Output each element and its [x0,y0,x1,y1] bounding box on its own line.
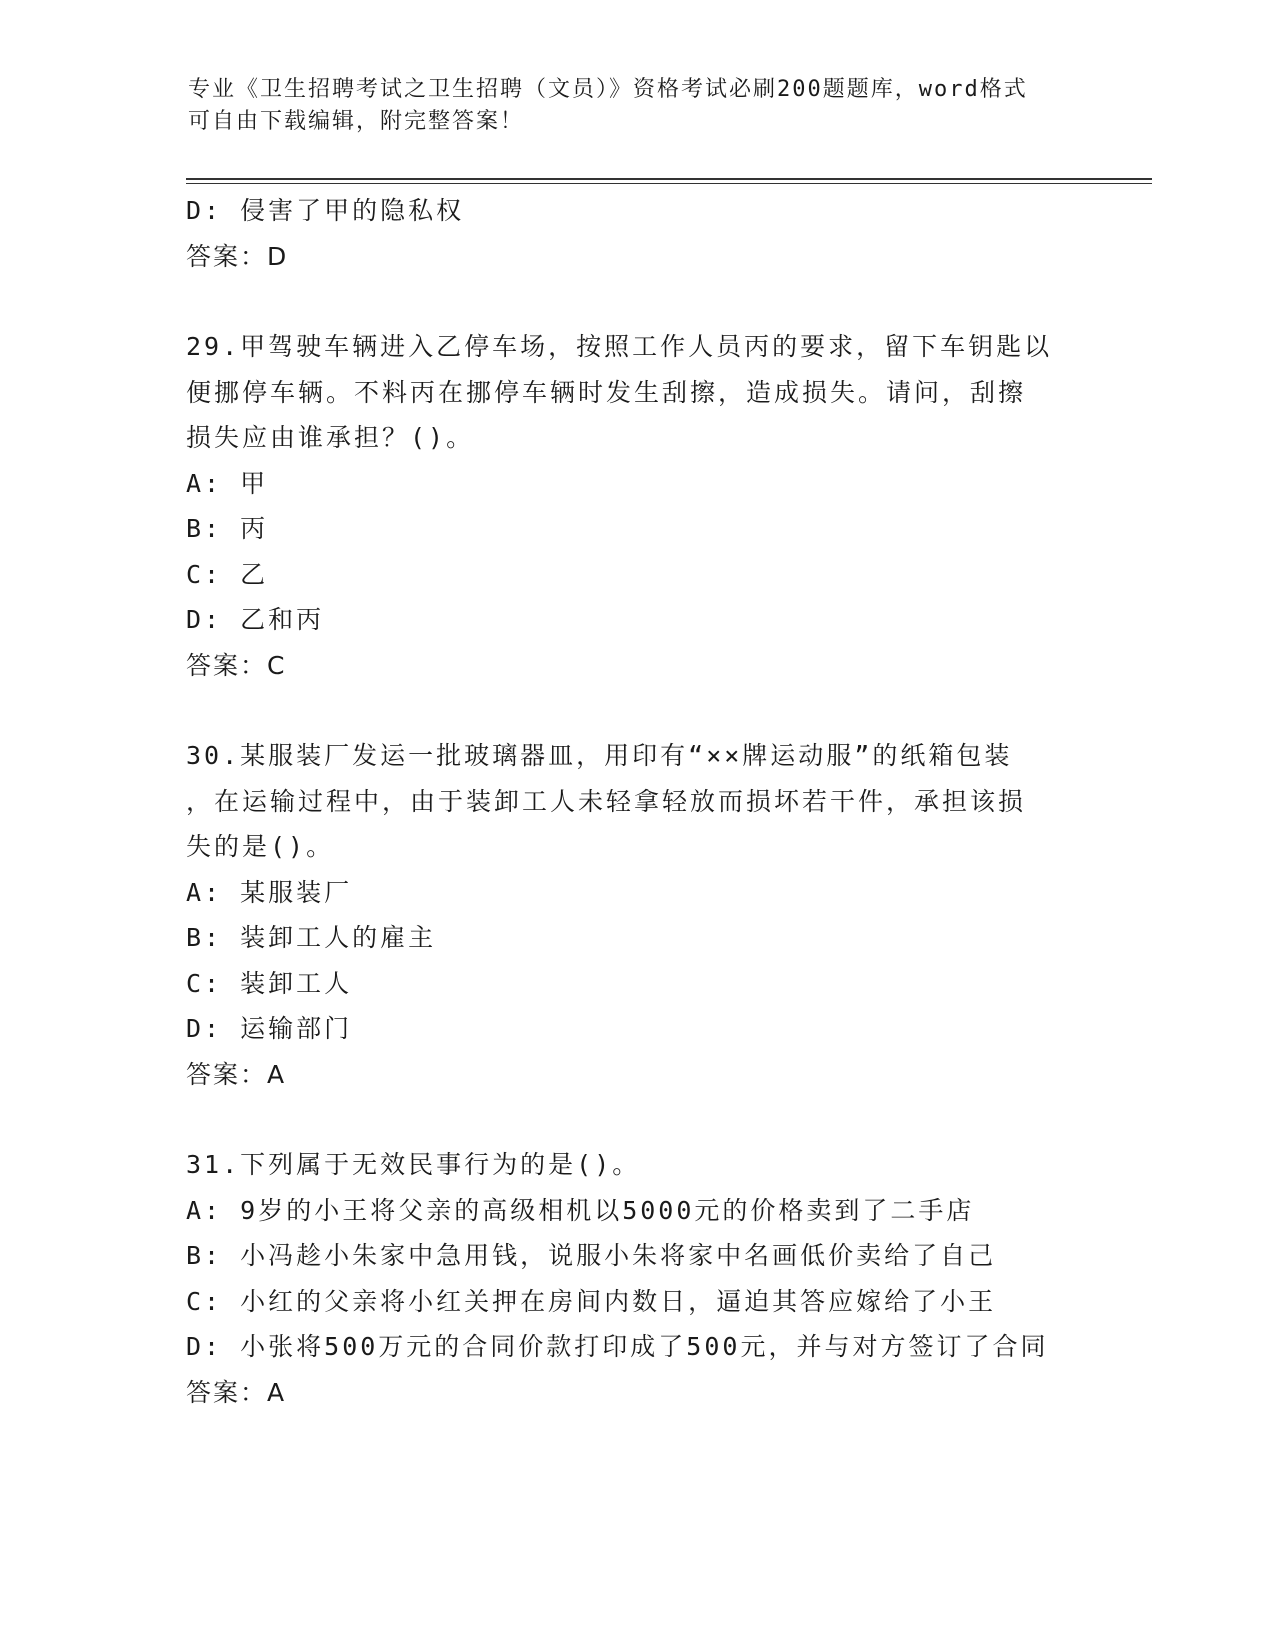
option-d: D: 乙和丙 [186,605,325,634]
header-line-1: 专业《卫生招聘考试之卫生招聘（文员）》资格考试必刷200题题库，word格式 [188,77,1028,102]
question-stem-line: ，在运输过程中，由于装卸工人未轻拿轻放而损坏若干件，承担该损 [186,786,1027,816]
option-b: B: 装卸工人的雇主 [186,923,437,952]
header-divider-thin [186,183,1152,184]
question-stem-line: 30.某服装厂发运一批玻璃器皿，用印有“××牌运动服”的纸箱包装 [186,741,1013,770]
question-stem-line: 便挪停车辆。不料丙在挪停车辆时发生刮擦，造成损失。请问，刮擦 [186,377,1027,407]
option-b: B: 丙 [186,514,269,543]
question-28-tail [186,188,1086,279]
option-a: A: 甲 [186,468,269,498]
option-c: C: 小红的父亲将小红关押在房间内数日，逼迫其答应嫁给了小王 [186,1286,997,1316]
option-c: C: 乙 [186,559,269,589]
header-divider-thick [186,178,1152,180]
answer-line: 答案：A [186,1377,287,1407]
question-29 [186,324,1086,688]
question-stem-line: 31.下列属于无效民事行为的是()。 [186,1150,641,1179]
question-30 [186,733,1086,1097]
option-d: D: 侵害了甲的隐私权 [186,196,465,225]
question-stem-line: 失的是()。 [186,832,335,861]
document-header [188,74,1088,138]
header-line-2: 可自由下载编辑，附完整答案！ [188,109,525,134]
answer-line: 答案：D [186,241,289,271]
question-content [186,188,1086,1415]
option-d: D: 运输部门 [186,1014,353,1043]
question-31 [186,1142,1086,1415]
option-d: D: 小张将500万元的合同价款打印成了500元，并与对方签订了合同 [186,1332,1049,1361]
option-c: C: 装卸工人 [186,968,353,998]
question-stem-line: 损失应由谁承担？()。 [186,423,475,452]
answer-line: 答案：C [186,650,287,680]
spacer [186,688,1086,733]
option-a: A: 9岁的小王将父亲的高级相机以5000元的价格卖到了二手店 [186,1195,975,1225]
answer-line: 答案：A [186,1059,287,1089]
spacer [186,279,1086,324]
question-stem-line: 29.甲驾驶车辆进入乙停车场，按照工作人员丙的要求，留下车钥匙以 [186,332,1053,361]
spacer [186,1097,1086,1142]
option-b: B: 小冯趁小朱家中急用钱，说服小朱将家中名画低价卖给了自己 [186,1241,997,1270]
option-a: A: 某服装厂 [186,877,353,907]
